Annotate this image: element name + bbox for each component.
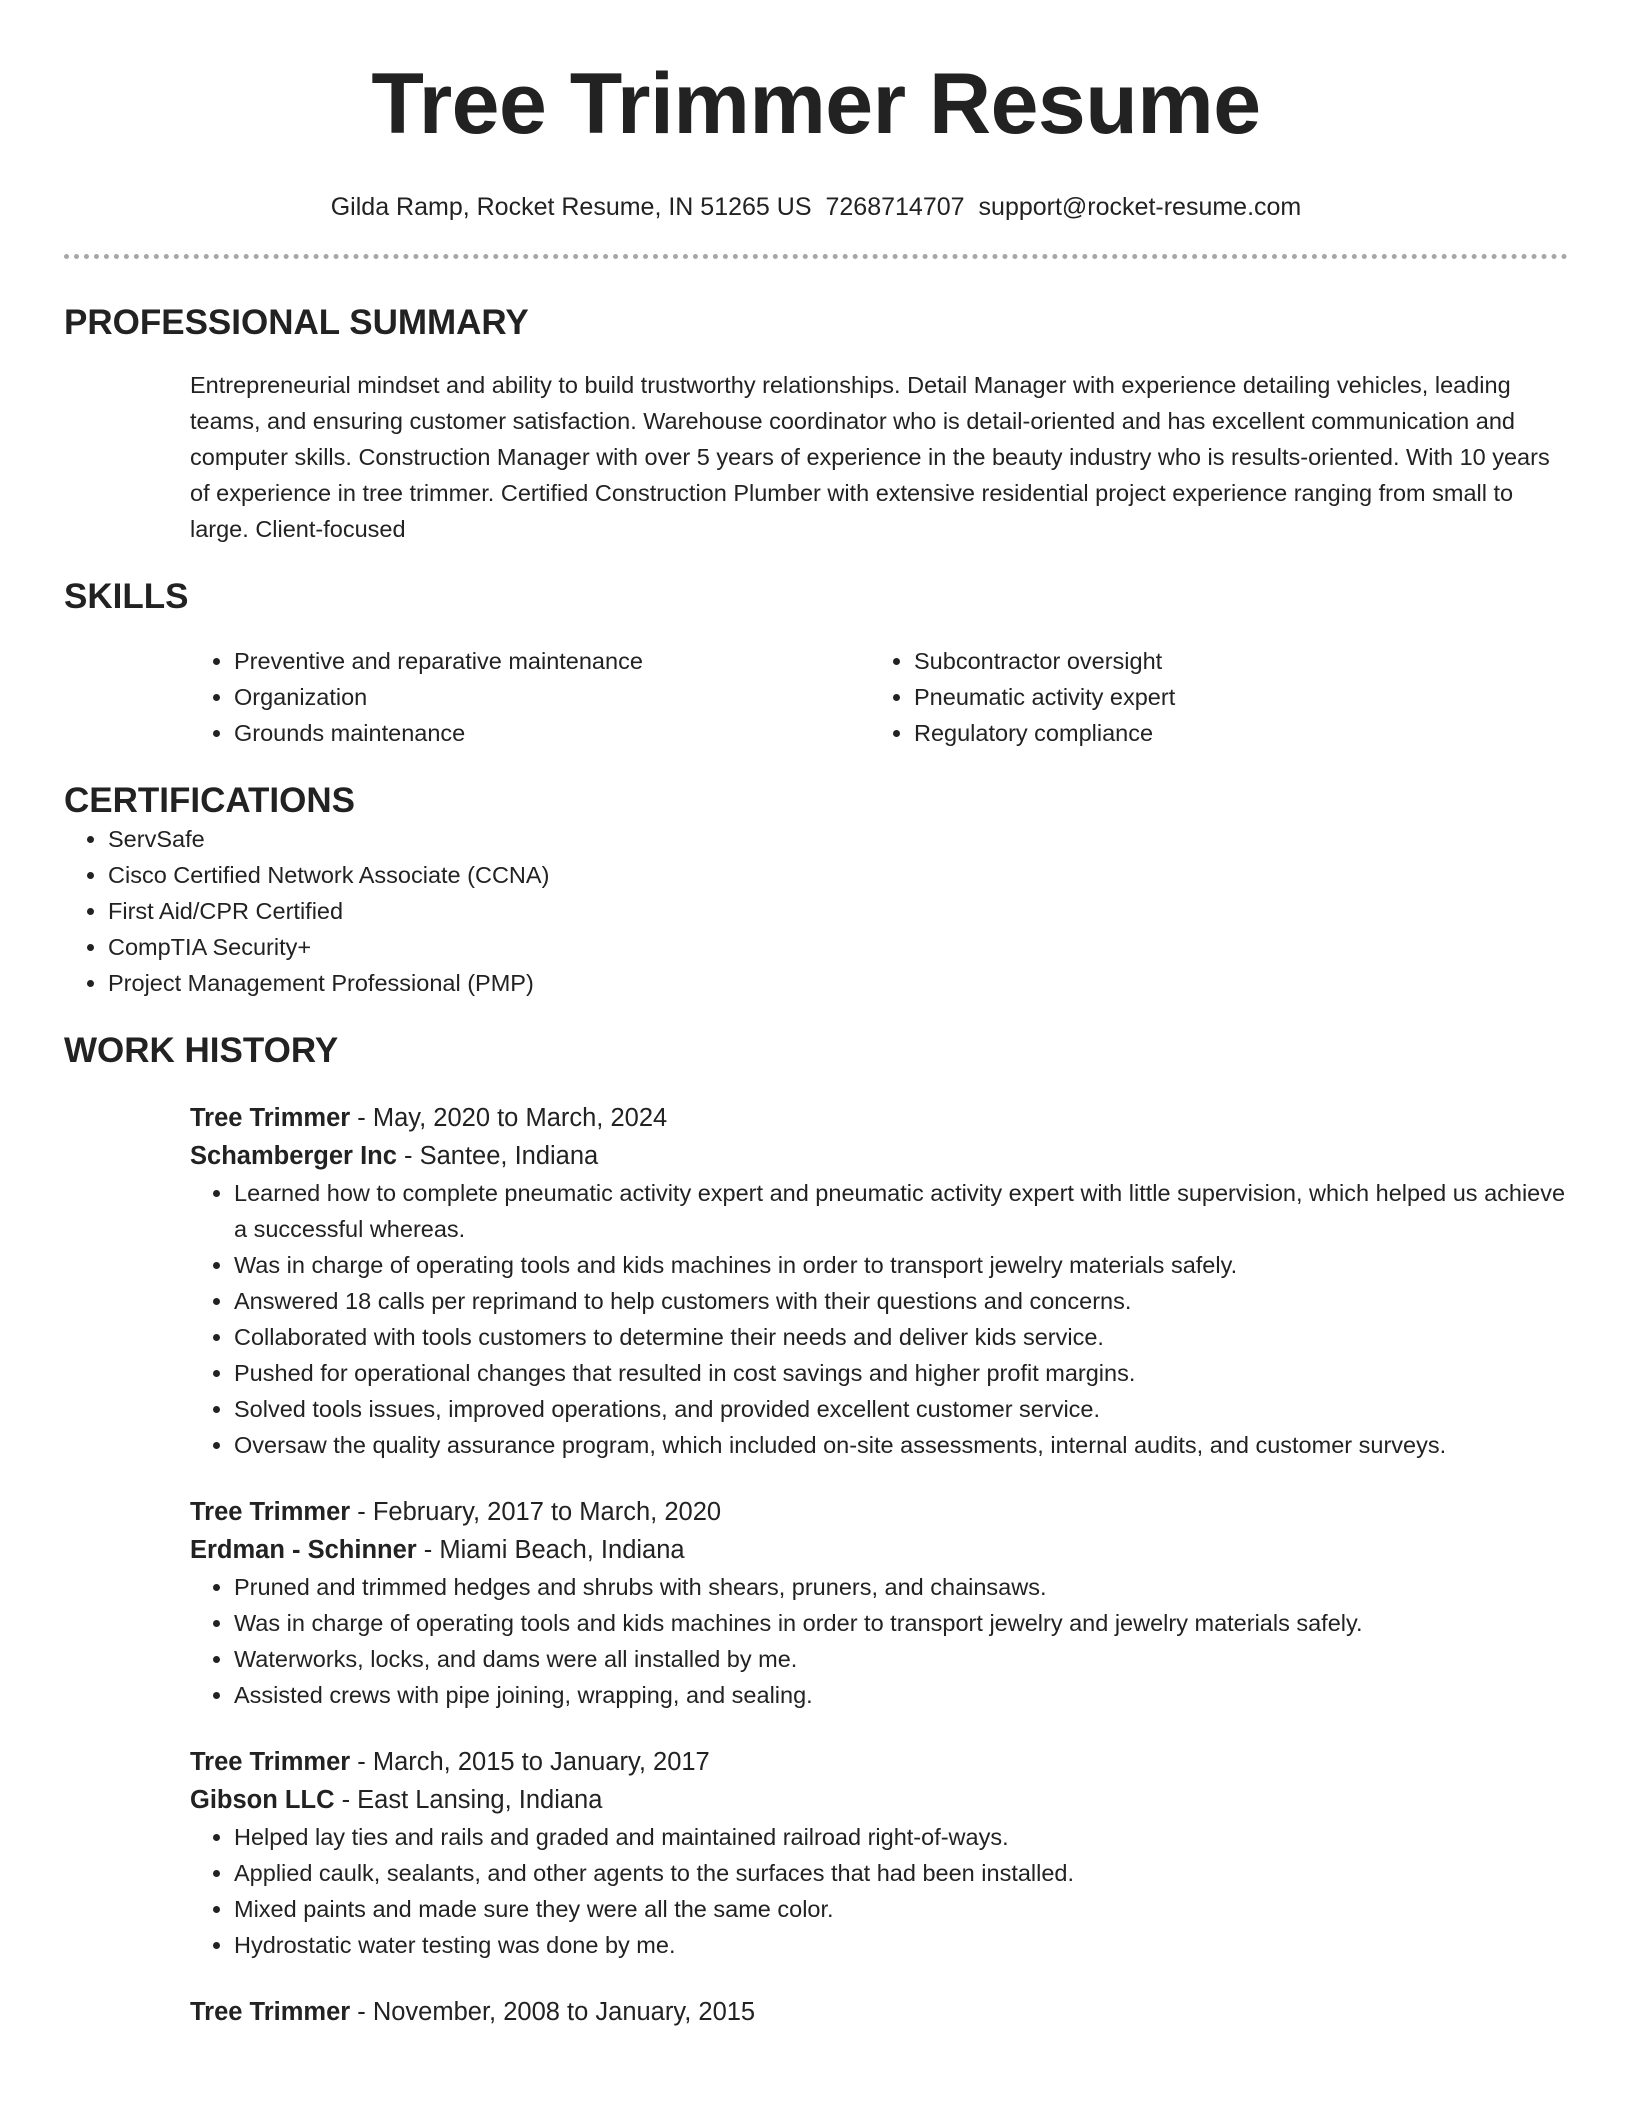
header-divider (64, 254, 1568, 259)
skill-item: • Regulatory compliance (914, 715, 1370, 751)
job-dates: - February, 2017 to March, 2020 (350, 1498, 722, 1526)
certifications-heading: CERTIFICATIONS (64, 781, 356, 820)
certification-item: • CompTIA Security+ (108, 929, 1568, 965)
job-title: Tree Trimmer (190, 1498, 351, 1526)
job-company: Schamberger Inc (190, 1142, 397, 1170)
contact-phone: 7268714707 (825, 193, 965, 221)
certification-item: • Cisco Certified Network Associate (CCNA) (108, 857, 1568, 893)
job-bullet: • Solved tools issues, improved operations, and provided excellent customer service. (234, 1391, 1568, 1427)
job-bullet: • Helped lay ties and rails and graded and maintained railroad right-of-ways. (234, 1819, 1568, 1855)
contact-email: support@rocket-resume.com (978, 193, 1302, 221)
skill-item: • Subcontractor oversight (914, 643, 1370, 679)
summary-heading: PROFESSIONAL SUMMARY (64, 303, 529, 342)
job-dates: - November, 2008 to January, 2015 (350, 1998, 756, 2026)
work-history-heading: WORK HISTORY (64, 1031, 339, 1070)
contact-line (64, 192, 1568, 222)
skills-heading: SKILLS (64, 577, 189, 616)
job-dates: - March, 2015 to January, 2017 (350, 1748, 710, 1776)
job-location: - East Lansing, Indiana (334, 1786, 603, 1814)
skill-item: • Organization (234, 679, 870, 715)
job-bullet: • Was in charge of operating tools and kids machines in order to transport jewelry materials safely. (234, 1247, 1568, 1283)
job-bullets (190, 1819, 1568, 1963)
job-dates: - May, 2020 to March, 2024 (350, 1104, 668, 1132)
contact-address: Gilda Ramp, Rocket Resume, IN 51265 US (330, 193, 812, 221)
job-location: - Miami Beach, Indiana (416, 1536, 685, 1564)
job-title-line (190, 1099, 1568, 1137)
job-bullet: • Pushed for operational changes that resulted in cost savings and higher profit margins. (234, 1355, 1568, 1391)
job-bullet: • Collaborated with tools customers to determine their needs and deliver kids service. (234, 1319, 1568, 1355)
job-bullet: • Waterworks, locks, and dams were all installed by me. (234, 1641, 1568, 1677)
job-bullet: • Hydrostatic water testing was done by me. (234, 1927, 1568, 1963)
job-title: Tree Trimmer (190, 1748, 351, 1776)
job-entry (190, 1099, 1568, 1463)
job-entry (190, 1493, 1568, 1713)
job-bullet: • Mixed paints and made sure they were all the same color. (234, 1891, 1568, 1927)
page-title: Tree Trimmer Resume (371, 56, 1261, 152)
certification-item: • Project Management Professional (PMP) (108, 965, 1568, 1001)
skills-list-right (870, 643, 1370, 751)
job-bullet: • Was in charge of operating tools and kids machines in order to transport jewelry and jewelry materials safely. (234, 1605, 1568, 1641)
summary-text: Entrepreneurial mindset and ability to build trustworthy relationships. Detail Manager with experience detailing vehicles, leading teams, and ensuring customer satisfaction. Warehouse coordinator who is detail-oriented and has excellent communication and computer skills. Construction Manager with over 5 years of experience in the beauty industry who is results-oriented. With 10 years of experience in tree trimmer. Certified Construction Plumber with extensive residential project experience ranging from small to large. Client-focused (190, 372, 1550, 542)
skill-item: • Preventive and reparative maintenance (234, 643, 870, 679)
job-company-line (190, 1781, 1568, 1819)
certification-item: • First Aid/CPR Certified (108, 893, 1568, 929)
job-title-line (190, 1493, 1568, 1531)
skills-list-left (190, 643, 870, 751)
job-bullet: • Pruned and trimmed hedges and shrubs with shears, pruners, and chainsaws. (234, 1569, 1568, 1605)
job-bullets (190, 1569, 1568, 1713)
job-title-line (190, 1743, 1568, 1781)
certification-item: • ServSafe (108, 821, 1568, 857)
skills-grid (190, 643, 1568, 751)
job-title: Tree Trimmer (190, 1998, 351, 2026)
skill-item: • Grounds maintenance (234, 715, 870, 751)
job-bullet: • Answered 18 calls per reprimand to help customers with their questions and concerns. (234, 1283, 1568, 1319)
job-company: Erdman - Schinner (190, 1536, 417, 1564)
job-bullet: • Learned how to complete pneumatic activity expert and pneumatic activity expert with little supervision, which helped us achieve a successful whereas. (234, 1175, 1568, 1247)
job-bullet: • Oversaw the quality assurance program, which included on-site assessments, internal audits, and customer surveys. (234, 1427, 1568, 1463)
job-entry (190, 1993, 1568, 2031)
job-company: Gibson LLC (190, 1786, 335, 1814)
job-bullet: • Applied caulk, sealants, and other agents to the surfaces that had been installed. (234, 1855, 1568, 1891)
job-bullets (190, 1175, 1568, 1463)
job-company-line (190, 1137, 1568, 1175)
job-title: Tree Trimmer (190, 1104, 351, 1132)
certifications-list (64, 821, 1568, 1001)
job-company-line (190, 1531, 1568, 1569)
job-location: - Santee, Indiana (396, 1142, 599, 1170)
job-bullet: • Assisted crews with pipe joining, wrapping, and sealing. (234, 1677, 1568, 1713)
job-title-line (190, 1993, 1568, 2031)
job-entry (190, 1743, 1568, 1963)
skill-item: • Pneumatic activity expert (914, 679, 1370, 715)
